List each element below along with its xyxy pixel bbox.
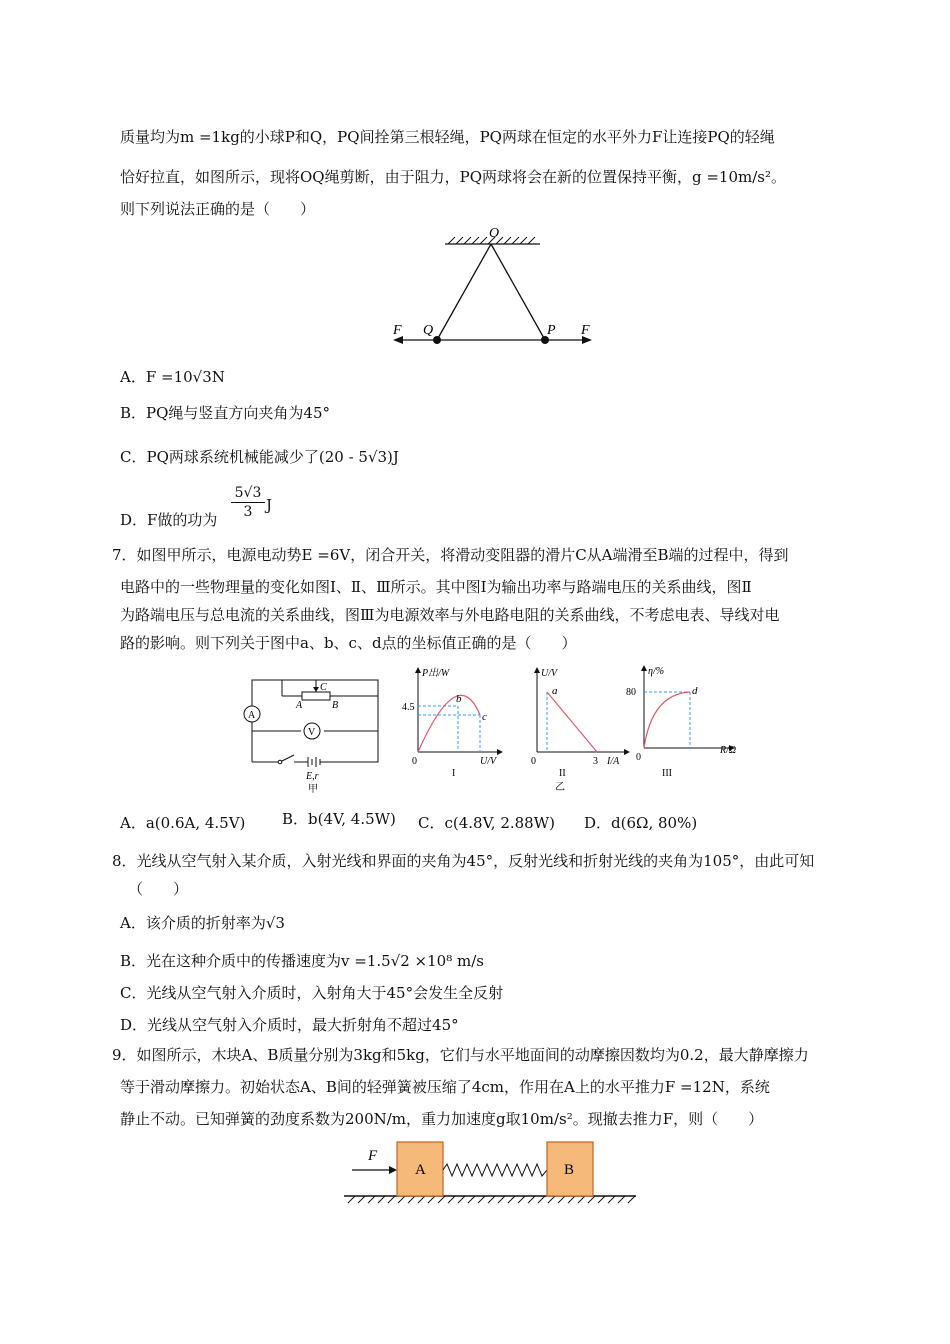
- ball-q-label: Q: [423, 323, 434, 338]
- source-label: E,r: [306, 771, 319, 782]
- graph1-caption: I: [452, 768, 456, 779]
- q9-line-1: 9．如图所示，木块A、B质量分别为3kg和5kg，它们与水平地面间的动摩擦因数均为0.2，最大静摩擦力: [112, 1046, 809, 1064]
- q6-line-1: 质量均为m =1kg的小球P和Q，PQ间拴第三根轻绳，PQ两球在恒定的水平外力F让连接PQ的轻绳: [120, 128, 775, 146]
- q7-line-3: 为路端电压与总电流的关系曲线，图Ⅲ为电源效率与外电路电阻的关系曲线，不考虑电表、导线对电: [120, 606, 780, 624]
- force-left-label: F: [393, 323, 402, 338]
- graph2-ylabel: U/V: [541, 668, 558, 679]
- end-b-label: B: [332, 700, 339, 711]
- graph2-origin: 0: [531, 756, 536, 767]
- q8-option-d: D．光线从空气射入介质时，最大折射角不超过45°: [120, 1016, 459, 1034]
- q7-option-d: D．d(6Ω, 80%): [584, 814, 698, 832]
- graph1-ylabel: P出/W: [422, 668, 450, 679]
- q6-option-b: B．PQ绳与竖直方向夹角为45°: [120, 404, 331, 422]
- block-a-label: A: [415, 1162, 426, 1178]
- end-a-label: A: [296, 700, 303, 711]
- graph3-ylabel: η/%: [648, 666, 665, 677]
- fraction-numerator: 5√3: [231, 484, 265, 503]
- graph3-ytick: 80: [626, 687, 636, 698]
- push-force-label: F: [368, 1148, 378, 1164]
- q8-line-1: 8．光线从空气射入某介质，入射光线和界面的夹角为45°，反射光线和折射光线的夹角为105°，由此可知: [112, 852, 815, 870]
- graph3-point-d: d: [692, 685, 698, 697]
- point-o-label: O: [489, 226, 500, 241]
- ball-q: [433, 336, 441, 344]
- q6-option-d-text: D．F做的功为: [120, 511, 218, 529]
- q7-graph-2: [527, 660, 637, 792]
- q7-option-a: A．a(0.6A, 4.5V): [120, 814, 246, 832]
- q6-option-c: C．PQ两球系统机械能减少了(20 - 5√3)J: [120, 448, 399, 466]
- voltmeter-label: V: [308, 727, 316, 738]
- force-right-label: F: [581, 323, 590, 338]
- q7-option-c: C．c(4.8V, 2.88W): [418, 814, 555, 832]
- q9-blocks-figure: [340, 1140, 640, 1205]
- ball-p-label: P: [547, 323, 556, 338]
- q7-line-4: 路的影响。则下列关于图中a、b、c、d点的坐标值正确的是（ ）: [120, 634, 577, 652]
- circuit-caption: 甲: [308, 784, 318, 795]
- graph2-point-a: a: [552, 685, 558, 697]
- q9-line-3: 静止不动。已知弹簧的劲度系数为200N/m，重力加速度g取10m/s²。现撤去推力F，则（ ）: [120, 1110, 764, 1128]
- q6-option-d-fraction: [231, 484, 265, 521]
- graph2-caption: II: [559, 768, 566, 779]
- graph1-xlabel: U/V: [480, 756, 497, 767]
- q7-option-b: B．b(4V, 4.5W): [282, 810, 396, 828]
- q7-graph-3: [622, 660, 750, 780]
- q7-line-1: 7．如图甲所示，电源电动势E =6V，闭合开关，将滑动变阻器的滑片C从A端滑至B端的过程中，得到: [112, 546, 789, 564]
- q6-rope-figure: [385, 222, 600, 352]
- q6-line-3: 则下列说法正确的是（ ）: [120, 200, 316, 218]
- q7-circuit-figure: [240, 662, 390, 797]
- q7-graph-1: [402, 660, 507, 780]
- graph1-point-b: b: [456, 693, 462, 705]
- q8-option-a: A．该介质的折射率为√3: [120, 914, 285, 932]
- graph2-xlabel: I/A: [607, 756, 620, 767]
- graph1-origin: 0: [412, 756, 417, 767]
- q6-option-a: A．F =10√3N: [120, 368, 225, 386]
- spring: [443, 1164, 547, 1176]
- q9-line-2: 等于滑动摩擦力。初始状态A、B间的轻弹簧被压缩了4cm，作用在A上的水平推力F =12N，系统: [120, 1078, 770, 1096]
- graph3-origin: 0: [636, 752, 641, 763]
- graph3-xlabel: R/Ω: [720, 745, 737, 756]
- fraction-unit: J: [266, 496, 273, 514]
- q8-option-b: B．光在这种介质中的传播速度为v =1.5√2 ×10⁸ m/s: [120, 952, 484, 970]
- ammeter-label: A: [248, 710, 256, 721]
- q7-line-2: 电路中的一些物理量的变化如图Ⅰ、Ⅱ、Ⅲ所示。其中图Ⅰ为输出功率与路端电压的关系曲线，图Ⅱ: [120, 578, 752, 596]
- graph2-xtick: 3: [593, 756, 598, 767]
- q8-option-c: C．光线从空气射入介质时，入射角大于45°会发生全反射: [120, 984, 504, 1002]
- q8-line-2: （ ）: [128, 880, 189, 898]
- slider-c-label: C: [320, 682, 327, 693]
- fraction-denominator: 3: [243, 504, 253, 520]
- graph-group-caption: 乙: [555, 782, 565, 792]
- q6-option-d: [120, 509, 217, 531]
- block-b-label: B: [564, 1162, 575, 1178]
- graph1-ytick: 4.5: [402, 702, 415, 713]
- graph1-point-c: c: [482, 711, 487, 723]
- q6-line-2: 恰好拉直，如图所示，现将OQ绳剪断，由于阻力，PQ两球将会在新的位置保持平衡，g =10m/s²。: [120, 168, 787, 186]
- graph3-caption: III: [662, 768, 672, 779]
